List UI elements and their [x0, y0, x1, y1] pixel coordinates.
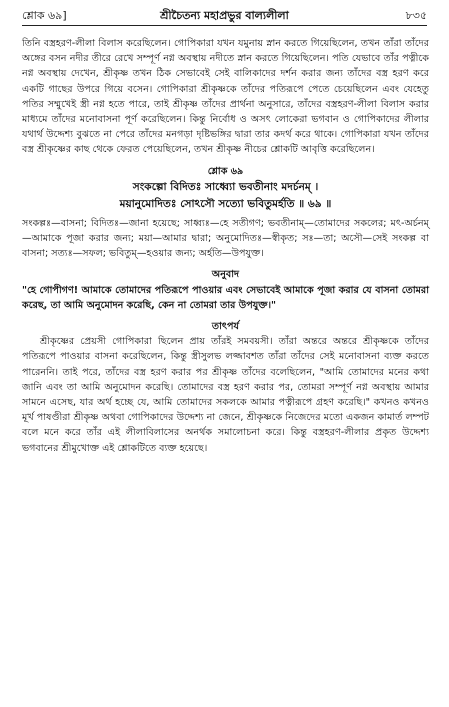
verse-line-2: ময়ানুমোদিতঃ সোঽসৌ সত্যো ভবিতুমর্হতি ॥ ৬৯ ॥ — [119, 197, 332, 210]
header-page-number: ৮৩৫ — [405, 9, 427, 22]
translation-heading: অনুবাদ — [211, 269, 240, 281]
synonyms-paragraph: সংকল্পঃ—বাসনা; বিদিতঃ—জানা হয়েছে; সাধ্ব্যঃ—হে সতীগণ; ভবতীনাম্—তোমাদের সকলের; মৎ-অর্চনম্—আমাকে পূজা করার জন্য; ময়া—আমার দ্বারা; অনুমোদিতঃ—স্বীকৃত; সঃ—তা; অসৌ—সেই সংকল্প বা বাসনা; সত্যঃ—সফল; ভবিতুম্—হওয়ার জন্য; অর্হতি—উপযুক্ত। — [22, 217, 429, 260]
translation-text: "হে গোপীগণ! আমাকে তোমাদের পতিরূপে পাওয়ার এবং সেভাবেই আমাকে পূজা করার যে বাসনা তোমরা করেছ, তা আমি অনুমোদন করেছি, কেন না তোমরা তার উপযুক্ত।" — [22, 284, 429, 311]
purport-paragraph: শ্রীকৃষ্ণের প্রেয়সী গোপিকারা ছিলেন প্রায় তাঁরই সমবয়সী। তাঁরা অন্তরে অন্তরে শ্রীকৃষ্ণকে তাঁদের পতিরূপে পাওয়ার বাসনা করেছিলেন, কিন্তু স্ত্রীসুলভ লজ্জাবশত তাঁরা তাঁদের সেই মনোবাসনা ব্যক্ত করতে পারেননি। তাই পরে, তাঁদের বস্ত্র হরণ করার পর শ্রীকৃষ্ণ তাঁদের বলেছিলেন, "আমি তোমাদের মনের কথা জানি এবং তা আমি অনুমোদন করেছি। তোমাদের বস্ত্র হরণ করার পর, তোমরা সম্পূর্ণ নগ্ন অবস্থায় আমার সামনে এসেছ, যার অর্থ হচ্ছে যে, আমি তোমাদের সকলকে আমার পত্নীরূপে গ্রহণ করেছি।" কখনও কখনও মূর্খ পাষণ্ডীরা শ্রীকৃষ্ণ অথবা গোপিকাদের উদ্দেশ্য না জেনে, শ্রীকৃষ্ণকে নিজেদের মতো একজন কামার্ত লম্পট বলে মনে করে তাঁর এই লীলাবিলাসের অনর্থক সমালোচনা করে। কিন্তু বস্ত্রহরণ-লীলার প্রকৃত উদ্দেশ্য ভগবানের শ্রীমুখোক্ত এই শ্লোকটিতে ব্যক্ত হয়েছে। — [22, 336, 429, 454]
page-body — [22, 36, 429, 456]
page-header — [22, 7, 427, 25]
verse-heading: শ্লোক ৬৯ — [207, 165, 244, 177]
header-verse-ref: শ্লোক ৬৯] — [22, 9, 67, 22]
purport-heading: তাৎপর্য — [211, 321, 240, 333]
header-rule — [22, 25, 427, 26]
verse-block — [22, 179, 429, 213]
intro-paragraph: তিনি বস্ত্রহরণ-লীলা বিলাস করেছিলেন। গোপিকারা যখন যমুনায় স্নান করতে গিয়েছিলেন, তখন তাঁরা তাঁদের অঙ্গের বসন নদীর তীরে রেখে সম্পূর্ণ নগ্ন অবস্থায় নদীতে স্নান করতে গিয়েছিলেন। পতি যেভাবে তাঁর পত্নীকে নগ্ন অবস্থায় দেখেন, শ্রীকৃষ্ণ তখন ঠিক সেভাবেই সেই বালিকাদের দর্শন করার জন্য তাঁদের বস্ত্র হরণ করে একটি গাছের উপরে গিয়ে বসেন। গোপিকারা শ্রীকৃষ্ণকে তাঁদের পতিরূপে পেতে চেয়েছিলেন এবং যেহেতু পতির সম্মুখেই স্ত্রী নগ্ন হতে পারে, তাই শ্রীকৃষ্ণ তাঁদের প্রার্থনা অনুসারে, তাঁদের বস্ত্রহরণ-লীলা বিলাস করার মাধ্যমে তাঁদের মনোবাসনা পূর্ণ করেছিলেন। কিন্তু নির্বোধ ও অসৎ লোকেরা ভগবান ও গোপিকাদের লীলার যথার্থ উদ্দেশ্য বুঝতে না পেরে তাঁদের মনগড়া দৃষ্টিভঙ্গির দ্বারা তার কদর্থ করে থাকে। গোপিকারা যখন তাঁদের বস্ত্র শ্রীকৃষ্ণের কাছ থেকে ফেরত পেয়েছিলেন, তখন শ্রীকৃষ্ণ নীচের শ্লোকটি আবৃত্তি করেছিলেন। — [22, 38, 429, 156]
verse-line-1: সংকল্পো বিদিতঃ সাধ্ব্যো ভবতীনাং মদর্চনম্ । — [132, 180, 319, 193]
header-chapter-title: শ্রীচৈতন্য মহাপ্রভুর বাল্যলীলা — [160, 9, 289, 22]
